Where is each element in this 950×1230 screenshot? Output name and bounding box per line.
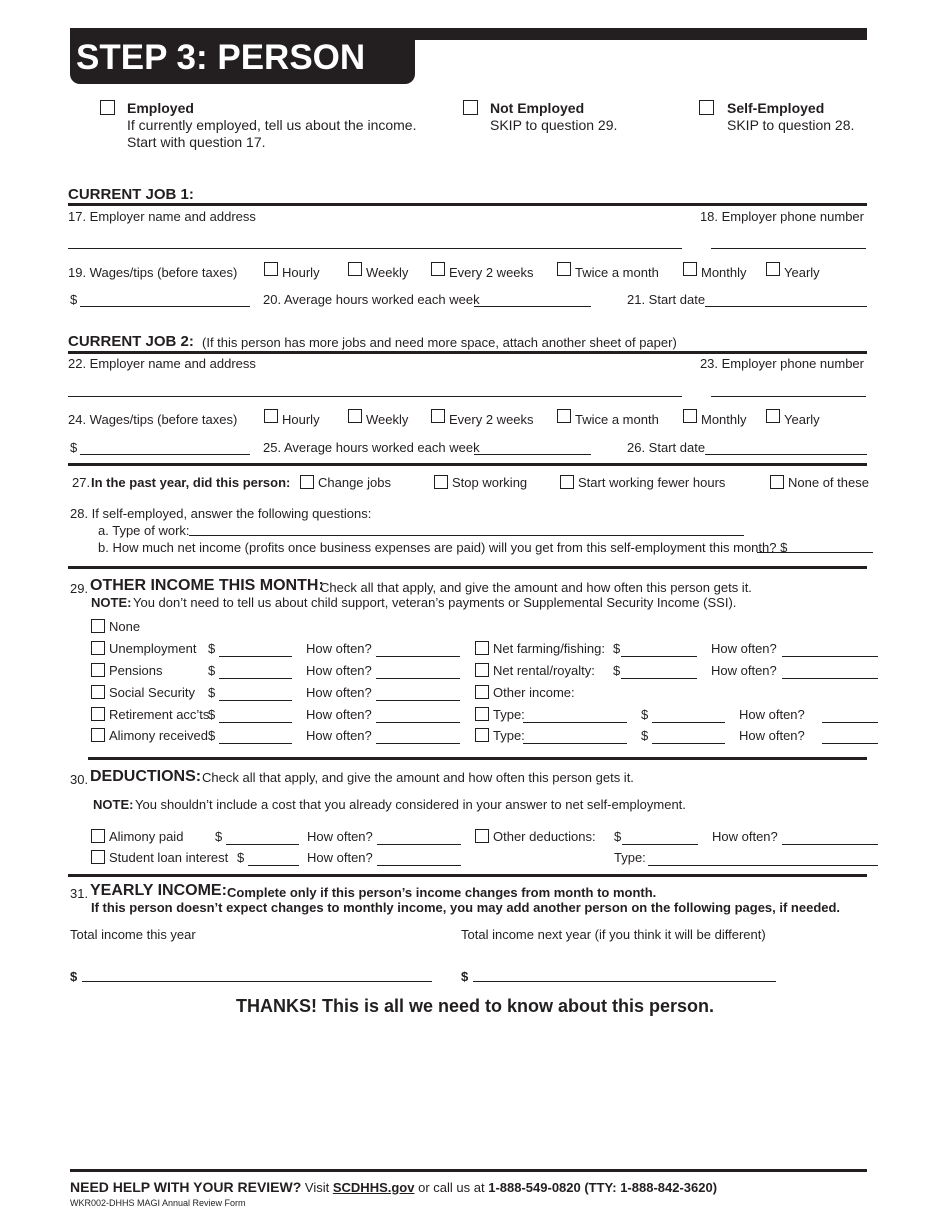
- employed-line1: If currently employed, tell us about the income.: [127, 117, 417, 133]
- job2-wages-field[interactable]: [80, 454, 250, 455]
- dollar-sign: $: [641, 728, 649, 743]
- job1-wages-field[interactable]: [80, 306, 250, 307]
- retirement-how-often-field[interactable]: [376, 722, 460, 723]
- other-type-1-how-often-field[interactable]: [822, 722, 878, 723]
- how-often-label: How often?: [306, 663, 372, 678]
- job1-employer-field[interactable]: [68, 248, 682, 249]
- how-often-label: How often?: [739, 728, 805, 743]
- other-type-1-amount-field[interactable]: [652, 722, 725, 723]
- unemployment-label: Unemployment: [109, 641, 197, 656]
- self-employment-income-field[interactable]: [757, 552, 873, 553]
- other-type-2-label: Type:: [493, 728, 525, 743]
- retirement-checkbox[interactable]: [91, 707, 105, 721]
- net-farming-checkbox[interactable]: [475, 641, 489, 655]
- footer-help: [70, 1179, 717, 1196]
- unemployment-amount-field[interactable]: [219, 656, 292, 657]
- alimony-paid-how-often-field[interactable]: [377, 844, 461, 845]
- self-employed-line1: SKIP to question 28.: [727, 117, 855, 133]
- other-deductions-amount-field[interactable]: [622, 844, 698, 845]
- net-farming-amount-field[interactable]: [621, 656, 697, 657]
- q31-line2: If this person doesn’t expect changes to monthly income, you may add another person on the following pages, if needed.: [91, 900, 841, 915]
- q29-note: You don’t need to tell us about child support, veteran’s payments or Supplemental Security Income (SSI).: [133, 595, 737, 610]
- job2-note: (If this person has more jobs and need more space, attach another sheet of paper): [202, 335, 677, 350]
- change-jobs-checkbox[interactable]: [300, 475, 314, 489]
- job1-dollar-sign: $: [70, 292, 78, 307]
- not-employed-title: Not Employed: [490, 100, 585, 116]
- job2-employer-label: 22. Employer name and address: [68, 356, 256, 371]
- fewer-hours-label: Start working fewer hours: [578, 475, 726, 490]
- job1-twice-a-month-label: Twice a month: [575, 265, 659, 280]
- alimony-paid-checkbox[interactable]: [91, 829, 105, 843]
- how-often-label: How often?: [712, 829, 778, 844]
- job2-hourly-label: Hourly: [282, 412, 320, 427]
- how-often-label: How often?: [306, 728, 372, 743]
- deduction-type-label: Type:: [614, 850, 646, 865]
- dollar-sign: $: [641, 707, 649, 722]
- dollar-sign: $: [215, 829, 223, 844]
- q29-heading: OTHER INCOME THIS MONTH:: [90, 577, 324, 594]
- not-employed-line1: SKIP to question 29.: [490, 117, 618, 133]
- job2-weekly-label: Weekly: [366, 412, 409, 427]
- q30-heading: DEDUCTIONS:: [90, 768, 202, 785]
- job2-employer-field[interactable]: [68, 396, 682, 397]
- other-deductions-checkbox[interactable]: [475, 829, 489, 843]
- divider: [70, 1169, 867, 1172]
- thanks-message: THANKS! This is all we need to know about this person.: [235, 996, 715, 1016]
- job1-hours-label: 20. Average hours worked each week: [263, 292, 480, 307]
- net-rental-checkbox[interactable]: [475, 663, 489, 677]
- pensions-label: Pensions: [109, 663, 163, 678]
- q28-label: 28. If self-employed, answer the following questions:: [70, 506, 372, 521]
- employed-checkbox[interactable]: [100, 100, 115, 115]
- total-income-next-year-label: Total income next year (if you think it will be different): [461, 927, 766, 942]
- job1-hourly-label: Hourly: [282, 265, 320, 280]
- job2-wages-label: 24. Wages/tips (before taxes): [68, 412, 238, 427]
- social-security-how-often-field[interactable]: [376, 700, 460, 701]
- alimony-received-checkbox[interactable]: [91, 728, 105, 742]
- social-security-label: Social Security: [109, 685, 195, 700]
- employed-line2: Start with question 17.: [127, 134, 266, 150]
- total-income-this-year-field[interactable]: [82, 981, 432, 982]
- q28b-label: b. How much net income (profits once business expenses are paid) will you get from this self-employment this month? $: [98, 540, 788, 555]
- footer-site-link[interactable]: SCDHHS.gov: [332, 1180, 415, 1195]
- alimony-received-how-often-field[interactable]: [376, 743, 460, 744]
- q29-description: Check all that apply, and give the amount and how often this person gets it.: [320, 580, 752, 595]
- other-type-1-field[interactable]: [523, 722, 627, 723]
- fewer-hours-checkbox[interactable]: [560, 475, 574, 489]
- job2-hours-field[interactable]: [474, 454, 591, 455]
- job1-phone-label: 18. Employer phone number: [699, 209, 864, 224]
- q30-description: Check all that apply, and give the amount and how often this person gets it.: [202, 770, 634, 785]
- how-often-label: How often?: [306, 685, 372, 700]
- job1-wages-label: 19. Wages/tips (before taxes): [68, 265, 238, 280]
- job1-every-2-weeks-checkbox[interactable]: [431, 262, 445, 276]
- dollar-sign: $: [237, 850, 245, 865]
- alimony-paid-amount-field[interactable]: [226, 844, 299, 845]
- job2-heading: CURRENT JOB 2:: [68, 333, 194, 350]
- dollar-sign: $: [70, 969, 78, 984]
- stop-working-checkbox[interactable]: [434, 475, 448, 489]
- job2-phone-field[interactable]: [711, 396, 866, 397]
- job2-twice-a-month-checkbox[interactable]: [557, 409, 571, 423]
- job2-monthly-checkbox[interactable]: [683, 409, 697, 423]
- job2-weekly-checkbox[interactable]: [348, 409, 362, 423]
- net-rental-label: Net rental/royalty:: [493, 663, 595, 678]
- job2-every-2-weeks-checkbox[interactable]: [431, 409, 445, 423]
- other-deductions-label: Other deductions:: [493, 829, 596, 844]
- q30-note: You shouldn’t include a cost that you already considered in your answer to net self-employment.: [135, 797, 686, 812]
- job1-employer-label: 17. Employer name and address: [68, 209, 256, 224]
- job2-phone-label: 23. Employer phone number: [699, 356, 864, 371]
- total-income-next-year-field[interactable]: [473, 981, 776, 982]
- job1-hourly-checkbox[interactable]: [264, 262, 278, 276]
- q30-note-label: NOTE:: [93, 797, 134, 812]
- job1-twice-a-month-checkbox[interactable]: [557, 262, 571, 276]
- net-farming-label: Net farming/fishing:: [493, 641, 605, 656]
- other-type-1-checkbox[interactable]: [475, 707, 489, 721]
- none-of-these-checkbox[interactable]: [770, 475, 784, 489]
- dollar-sign: $: [208, 685, 216, 700]
- job2-start-field[interactable]: [705, 454, 867, 455]
- footer-help-heading: NEED HELP WITH YOUR REVIEW?: [70, 1179, 302, 1195]
- social-security-amount-field[interactable]: [219, 700, 292, 701]
- retirement-amount-field[interactable]: [219, 722, 292, 723]
- job1-yearly-checkbox[interactable]: [766, 262, 780, 276]
- how-often-label: How often?: [307, 850, 373, 865]
- divider: [68, 203, 867, 206]
- divider: [68, 351, 867, 354]
- job1-weekly-checkbox[interactable]: [348, 262, 362, 276]
- job1-monthly-label: Monthly: [701, 265, 747, 280]
- job2-start-label: 26. Start date: [627, 440, 706, 455]
- job2-yearly-label: Yearly: [784, 412, 820, 427]
- stop-working-label: Stop working: [452, 475, 528, 490]
- footer-phone: 1-888-549-0820 (TTY: 1-888-842-3620): [488, 1180, 718, 1195]
- student-loan-label: Student loan interest: [109, 850, 229, 865]
- job2-hours-label: 25. Average hours worked each week: [263, 440, 480, 455]
- total-income-this-year-label: Total income this year: [70, 927, 196, 942]
- job1-monthly-checkbox[interactable]: [683, 262, 697, 276]
- self-employed-checkbox[interactable]: [699, 100, 714, 115]
- job2-dollar-sign: $: [70, 440, 78, 455]
- job2-monthly-label: Monthly: [701, 412, 747, 427]
- q27-number: 27.: [72, 475, 91, 490]
- job1-weekly-label: Weekly: [366, 265, 409, 280]
- net-rental-amount-field[interactable]: [621, 678, 697, 679]
- divider: [68, 566, 867, 569]
- job2-yearly-checkbox[interactable]: [766, 409, 780, 423]
- footer-call: or call us at: [418, 1180, 485, 1195]
- job1-phone-field[interactable]: [711, 248, 866, 249]
- dollar-sign: $: [208, 707, 216, 722]
- employed-title: Employed: [127, 100, 194, 116]
- q28a-label: a. Type of work:: [98, 523, 190, 538]
- type-of-work-field[interactable]: [189, 535, 744, 536]
- other-deductions-how-often-field[interactable]: [782, 844, 878, 845]
- how-often-label: How often?: [307, 829, 373, 844]
- dollar-sign: $: [613, 663, 621, 678]
- alimony-paid-label: Alimony paid: [109, 829, 184, 844]
- retirement-label: Retirement acc’ts: [109, 707, 210, 722]
- q27-label: In the past year, did this person:: [91, 475, 291, 490]
- other-type-2-amount-field[interactable]: [652, 743, 725, 744]
- other-type-2-field[interactable]: [523, 743, 627, 744]
- none-income-label: None: [109, 619, 141, 634]
- dollar-sign: $: [614, 829, 622, 844]
- other-income-label: Other income:: [493, 685, 575, 700]
- alimony-received-amount-field[interactable]: [219, 743, 292, 744]
- dollar-sign: $: [613, 641, 621, 656]
- none-income-checkbox[interactable]: [91, 619, 105, 633]
- how-often-label: How often?: [306, 641, 372, 656]
- pensions-how-often-field[interactable]: [376, 678, 460, 679]
- student-loan-amount-field[interactable]: [248, 865, 299, 866]
- job1-every-2-weeks-label: Every 2 weeks: [449, 265, 534, 280]
- dollar-sign: $: [208, 663, 216, 678]
- q30-number: 30.: [70, 772, 89, 787]
- q31-line1: Complete only if this person’s income changes from month to month.: [227, 885, 657, 900]
- net-rental-how-often-field[interactable]: [782, 678, 878, 679]
- dollar-sign: $: [461, 969, 469, 984]
- other-type-2-checkbox[interactable]: [475, 728, 489, 742]
- alimony-received-label: Alimony received: [109, 728, 208, 743]
- form-id: WKR002-DHHS MAGI Annual Review Form: [70, 1198, 246, 1208]
- job1-start-label: 21. Start date: [627, 292, 706, 307]
- job1-heading: CURRENT JOB 1:: [68, 186, 194, 203]
- social-security-checkbox[interactable]: [91, 685, 105, 699]
- self-employed-title: Self-Employed: [727, 100, 825, 116]
- other-income-checkbox[interactable]: [475, 685, 489, 699]
- divider: [68, 463, 867, 466]
- job2-hourly-checkbox[interactable]: [264, 409, 278, 423]
- none-of-these-label: None of these: [788, 475, 869, 490]
- divider: [88, 757, 867, 760]
- how-often-label: How often?: [739, 707, 805, 722]
- student-loan-checkbox[interactable]: [91, 850, 105, 864]
- q31-number: 31.: [70, 886, 89, 901]
- dollar-sign: $: [208, 728, 216, 743]
- job1-hours-field[interactable]: [474, 306, 591, 307]
- footer-visit: Visit: [304, 1180, 330, 1195]
- unemployment-how-often-field[interactable]: [376, 656, 460, 657]
- divider: [68, 874, 867, 877]
- student-loan-how-often-field[interactable]: [377, 865, 461, 866]
- how-often-label: How often?: [711, 641, 777, 656]
- job2-twice-a-month-label: Twice a month: [575, 412, 659, 427]
- other-type-2-how-often-field[interactable]: [822, 743, 878, 744]
- job1-yearly-label: Yearly: [784, 265, 820, 280]
- pensions-amount-field[interactable]: [219, 678, 292, 679]
- job2-every-2-weeks-label: Every 2 weeks: [449, 412, 534, 427]
- pensions-checkbox[interactable]: [91, 663, 105, 677]
- net-farming-how-often-field[interactable]: [782, 656, 878, 657]
- unemployment-checkbox[interactable]: [91, 641, 105, 655]
- job1-start-field[interactable]: [705, 306, 867, 307]
- how-often-label: How often?: [306, 707, 372, 722]
- q29-number: 29.: [70, 581, 89, 596]
- q31-heading: YEARLY INCOME:: [90, 882, 227, 899]
- page-title: STEP 3: PERSON: [76, 38, 366, 77]
- how-often-label: How often?: [711, 663, 777, 678]
- deduction-type-field[interactable]: [648, 865, 878, 866]
- not-employed-checkbox[interactable]: [463, 100, 478, 115]
- q29-note-label: NOTE:: [91, 595, 132, 610]
- dollar-sign: $: [208, 641, 216, 656]
- other-type-1-label: Type:: [493, 707, 525, 722]
- change-jobs-label: Change jobs: [318, 475, 391, 490]
